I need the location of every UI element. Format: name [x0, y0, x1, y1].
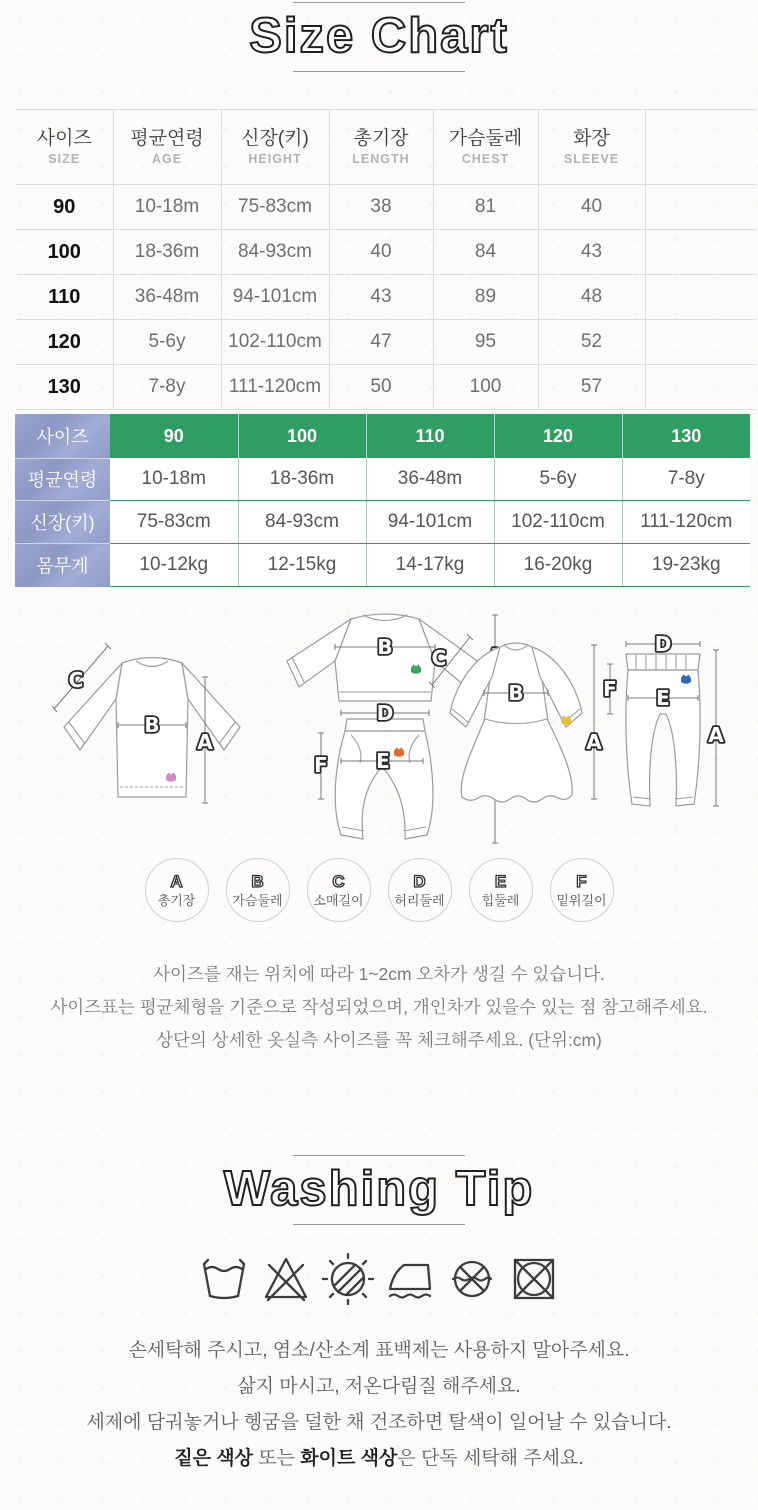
- legend-item-C: [307, 858, 371, 922]
- note-line: 상단의 상세한 옷실측 사이즈를 꼭 체크해주세요. (단위:cm): [156, 1030, 602, 1050]
- cell-value: 14-17kg: [366, 544, 494, 587]
- size-chart-header: [0, 0, 758, 72]
- cell-height: 84-93cm: [221, 230, 329, 275]
- header-cell-age: 평균연령 AGE: [113, 110, 221, 185]
- marker-E: E: [376, 749, 390, 773]
- title-rule-top: [293, 2, 465, 3]
- legend-label: 총기장: [157, 892, 196, 908]
- marker-A: A: [586, 730, 602, 754]
- legend-label: 가슴둘레: [232, 892, 283, 908]
- cell-age: 10-18m: [113, 185, 221, 230]
- shade-dry-icon: [321, 1251, 375, 1305]
- cell-size: 110: [16, 275, 113, 320]
- size-col-header: 130: [622, 414, 750, 458]
- dress-diagram-icon: [424, 629, 609, 824]
- row-label: 신장(키): [15, 501, 110, 544]
- washing-line: 삶지 마시고, 저온다림질 해주세요.: [237, 1376, 521, 1397]
- row-label: 평균연령: [15, 458, 110, 501]
- cell-chest: 95: [433, 320, 538, 365]
- size-age-table: [15, 414, 750, 587]
- cell-size: 130: [16, 365, 113, 410]
- cell-sleeve: 52: [538, 320, 645, 365]
- note-line: 사이즈를 재는 위치에 따라 1~2cm 오차가 생길 수 있습니다.: [153, 964, 605, 984]
- size-col-header: 110: [366, 414, 494, 458]
- wash-tub-icon: [197, 1251, 251, 1305]
- legend-label: 밑위길이: [556, 892, 607, 908]
- cell-length: 40: [329, 230, 433, 275]
- washing-instructions: [0, 1333, 758, 1477]
- cell-value: 5-6y: [494, 458, 622, 501]
- legend-item-B: [226, 858, 290, 922]
- cell-value: 10-18m: [110, 458, 238, 501]
- legend-letter: F: [576, 871, 587, 891]
- cell-size: 90: [16, 185, 113, 230]
- cell-value: 12-15kg: [238, 544, 366, 587]
- cell-value: 7-8y: [622, 458, 750, 501]
- cell-length: 38: [329, 185, 433, 230]
- washing-line: 세제에 담궈놓거나 헹굼을 덜한 채 건조하면 탈색이 일어날 수 있습니다.: [86, 1412, 672, 1433]
- cell-length: 47: [329, 320, 433, 365]
- header-cell-size: 사이즈 SIZE: [16, 110, 113, 185]
- table-row: [16, 185, 756, 230]
- title-rule-bottom: [293, 1224, 465, 1225]
- cell-height: 94-101cm: [221, 275, 329, 320]
- header-cell-height: 신장(키) HEIGHT: [221, 110, 329, 185]
- cell-value: 36-48m: [366, 458, 494, 501]
- washing-title: Washing Tip: [223, 1162, 535, 1216]
- legend-label: 힙둘레: [481, 892, 520, 908]
- size-col-header: 100: [238, 414, 366, 458]
- cell-value: 19-23kg: [622, 544, 750, 587]
- cell-height: 75-83cm: [221, 185, 329, 230]
- leggings-diagram-icon: [594, 634, 729, 829]
- cell-chest: 89: [433, 275, 538, 320]
- size-notes: [0, 958, 758, 1057]
- marker-A: A: [197, 730, 213, 754]
- cell-empty: [645, 275, 756, 320]
- marker-C: C: [68, 668, 84, 692]
- legend-item-D: [388, 858, 452, 922]
- measurement-table-header-row: [16, 110, 756, 185]
- cell-value: 84-93cm: [238, 501, 366, 544]
- cell-value: 75-83cm: [110, 501, 238, 544]
- washing-line: 손세탁해 주시고, 염소/산소계 표백제는 사용하지 말아주세요.: [128, 1340, 630, 1361]
- cell-age: 7-8y: [113, 365, 221, 410]
- cell-value: 94-101cm: [366, 501, 494, 544]
- do-not-dry-clean-icon: [445, 1251, 499, 1305]
- marker-A: A: [708, 723, 724, 747]
- size-col-header: 90: [110, 414, 238, 458]
- marker-F: F: [314, 753, 328, 777]
- iron-low-icon: [383, 1251, 437, 1305]
- cell-sleeve: 48: [538, 275, 645, 320]
- size-col-header: 120: [494, 414, 622, 458]
- table-row: [15, 458, 750, 501]
- table-row: [16, 365, 756, 410]
- table-row: [16, 320, 756, 365]
- cell-empty: [645, 320, 756, 365]
- cell-chest: 100: [433, 365, 538, 410]
- cell-sleeve: 40: [538, 185, 645, 230]
- row-label: 몸무게: [15, 544, 110, 587]
- table-row: [16, 230, 756, 275]
- legend-letter: B: [251, 871, 264, 891]
- marker-D: D: [654, 634, 672, 656]
- header-cell-length: 총기장 LENGTH: [329, 110, 433, 185]
- cell-age: 36-48m: [113, 275, 221, 320]
- cell-value: 16-20kg: [494, 544, 622, 587]
- cell-empty: [645, 365, 756, 410]
- marker-E: E: [656, 686, 670, 710]
- cell-chest: 81: [433, 185, 538, 230]
- marker-C: C: [431, 646, 447, 670]
- legend-letter: C: [332, 871, 345, 891]
- cell-value: 111-120cm: [622, 501, 750, 544]
- corner-cell: 사이즈: [15, 414, 110, 458]
- marker-D: D: [376, 701, 394, 725]
- marker-B: B: [377, 635, 393, 659]
- do-not-bleach-icon: [259, 1251, 313, 1305]
- header-cell-chest: 가슴둘레 CHEST: [433, 110, 538, 185]
- page-title: Size Chart: [249, 9, 509, 63]
- table-row: [15, 501, 750, 544]
- cell-value: 10-12kg: [110, 544, 238, 587]
- table-row: [16, 275, 756, 320]
- legend-label: 허리둘레: [394, 892, 445, 908]
- cell-length: 43: [329, 275, 433, 320]
- size-age-header-row: [15, 414, 750, 458]
- table-row: [15, 544, 750, 587]
- legend-letter: A: [170, 871, 183, 891]
- cell-height: 102-110cm: [221, 320, 329, 365]
- legend-letter: D: [413, 871, 426, 891]
- note-line: 사이즈표는 평균체형을 기준으로 작성되었으며, 개인차가 있을수 있는 점 참고해주세요.: [50, 997, 708, 1017]
- cell-value: 102-110cm: [494, 501, 622, 544]
- washing-line-emphasis: 짙은 색상 또는 화이트 색상은 단독 세탁해 주세요.: [174, 1448, 584, 1469]
- cell-sleeve: 57: [538, 365, 645, 410]
- header-cell-sleeve: 화장 SLEEVE: [538, 110, 645, 185]
- garment-diagrams: [0, 601, 758, 856]
- cell-empty: [645, 230, 756, 275]
- cell-sleeve: 43: [538, 230, 645, 275]
- legend-item-E: [469, 858, 533, 922]
- white-color-emphasis: 화이트 색상: [300, 1448, 398, 1469]
- care-icons-row: [0, 1251, 758, 1305]
- cell-length: 50: [329, 365, 433, 410]
- measurement-table: [16, 109, 756, 410]
- title-rule-bottom: [293, 71, 465, 72]
- cell-height: 111-120cm: [221, 365, 329, 410]
- measurement-legend: [0, 858, 758, 922]
- legend-letter: E: [494, 871, 507, 891]
- legend-label: 소매길이: [313, 892, 364, 908]
- washing-tip-header: [0, 1155, 758, 1225]
- tee-diagram-icon: [52, 637, 252, 832]
- legend-item-F: [550, 858, 614, 922]
- cell-empty: [645, 185, 756, 230]
- cell-chest: 84: [433, 230, 538, 275]
- title-rule-top: [293, 1155, 465, 1156]
- cell-size: 100: [16, 230, 113, 275]
- marker-B: B: [508, 681, 524, 705]
- do-not-tumble-dry-icon: [507, 1251, 561, 1305]
- header-cell-empty: [645, 110, 756, 185]
- dark-color-emphasis: 짙은 색상: [174, 1448, 254, 1469]
- marker-B: B: [144, 713, 160, 737]
- legend-item-A: [145, 858, 209, 922]
- cell-size: 120: [16, 320, 113, 365]
- cell-age: 18-36m: [113, 230, 221, 275]
- marker-F: F: [603, 677, 617, 701]
- cell-age: 5-6y: [113, 320, 221, 365]
- cell-value: 18-36m: [238, 458, 366, 501]
